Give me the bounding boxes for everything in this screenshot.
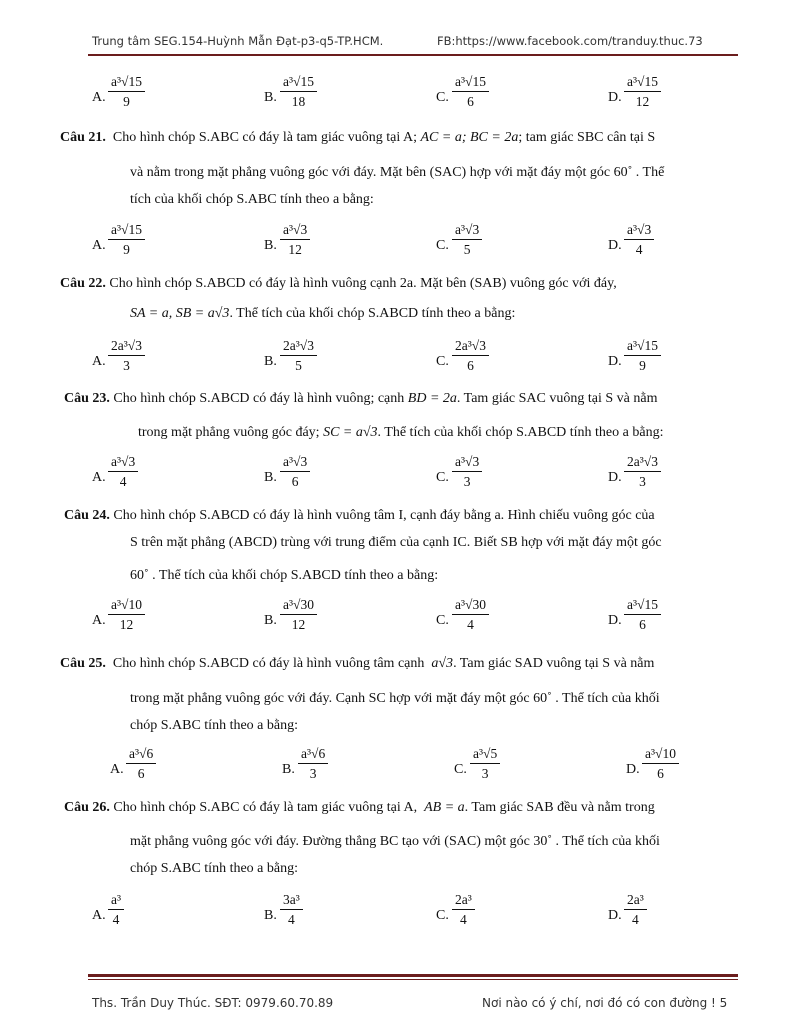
question-text: Cho hình chóp S.ABC có đáy là tam giác vuông tại A;: [112, 130, 417, 145]
option-label: D.: [608, 470, 622, 485]
option-label: C.: [436, 354, 449, 369]
fraction: [108, 74, 145, 110]
fraction-denominator: 12: [119, 617, 134, 632]
fraction: [280, 74, 317, 110]
footer-author: Ths. Trần Duy Thúc. SĐT: 0979.60.70.89: [92, 996, 334, 1010]
option-label: B.: [264, 908, 277, 923]
fraction-numerator: a³√10: [111, 597, 142, 612]
fraction-denominator: 5: [295, 358, 302, 373]
fraction: [280, 597, 317, 633]
question-text: Cho hình chóp S.ABCD có đáy là hình vuông tâm I, cạnh đáy bằng a. Hình chiếu vuông góc của: [113, 508, 655, 523]
fraction-bar: [642, 763, 679, 764]
fraction-bar: [298, 763, 328, 764]
fraction: [108, 222, 145, 258]
option-label: B.: [264, 90, 277, 105]
fraction-numerator: a³√15: [111, 222, 142, 237]
question-number: Câu 21.: [60, 130, 106, 145]
fraction: [108, 454, 138, 490]
question-24-line1: [64, 508, 655, 524]
fraction-bar: [108, 614, 145, 615]
fraction-numerator: a³√3: [283, 454, 308, 469]
fraction-denominator: 9: [123, 94, 130, 109]
question-text: . Thể tích của khối chóp S.ABCD tính theo a bằng:: [377, 425, 664, 440]
option-label: D.: [608, 354, 622, 369]
question-21-line1: [60, 130, 655, 146]
fraction: [624, 222, 654, 258]
option-label: C.: [454, 762, 467, 777]
option-label: D.: [626, 762, 640, 777]
fraction: [470, 746, 500, 782]
question-text: . Tam giác SAC vuông tại S và nằm: [456, 391, 658, 406]
question-26-line3: chóp S.ABC tính theo a bằng:: [130, 861, 298, 876]
fraction-bar: [452, 909, 475, 910]
fraction-numerator: 2a³√3: [627, 454, 658, 469]
question-24-line3: 60˚ . Thể tích của khối chóp S.ABCD tính theo a bằng:: [130, 568, 439, 583]
fraction-denominator: 18: [291, 94, 306, 109]
option-label: A.: [92, 613, 106, 628]
fraction-numerator: a³√15: [111, 74, 142, 89]
fraction-denominator: 4: [112, 912, 120, 927]
fraction-bar: [624, 471, 661, 472]
option-label: B.: [282, 762, 295, 777]
fraction-numerator: 2a³√3: [283, 338, 314, 353]
fraction: [452, 74, 489, 110]
question-text: . Tam giác SAD vuông tại S và nằm: [453, 656, 655, 671]
fraction-bar: [624, 91, 661, 92]
question-text: Cho hình chóp S.ABC có đáy là tam giác vuông tại A,: [113, 800, 418, 815]
question-23-line2: [138, 425, 663, 441]
question-number: Câu 23.: [64, 391, 110, 406]
option-label: D.: [608, 238, 622, 253]
math-expression: SA = a, SB = a√3: [130, 306, 230, 321]
question-26-line1: [64, 800, 655, 816]
option-label: A.: [110, 762, 124, 777]
fraction-numerator: a³: [111, 892, 122, 907]
option-label: A.: [92, 908, 106, 923]
option-label: B.: [264, 470, 277, 485]
fraction-bar: [624, 355, 661, 356]
option-label: A.: [92, 90, 106, 105]
fraction-bar: [280, 471, 310, 472]
option-label: D.: [608, 613, 622, 628]
fraction-numerator: a³√3: [111, 454, 136, 469]
question-number: Câu 25.: [60, 656, 106, 671]
fraction-numerator: a³√15: [627, 338, 658, 353]
question-text: . Thể tích của khối chóp S.ABCD tính theo a bằng:: [229, 306, 516, 321]
fraction-numerator: 3a³: [283, 892, 300, 907]
fraction: [280, 338, 317, 374]
option-label: C.: [436, 238, 449, 253]
math-expression: a√3: [431, 656, 454, 671]
fraction-bar: [452, 239, 482, 240]
fraction: [452, 597, 489, 633]
math-expression: BD = 2a: [407, 391, 457, 406]
fraction-denominator: 4: [288, 912, 295, 927]
fraction-denominator: 3: [309, 766, 317, 781]
question-number: Câu 26.: [64, 800, 110, 815]
fraction-bar: [452, 614, 489, 615]
fraction-denominator: 6: [137, 766, 145, 781]
fraction-denominator: 6: [467, 358, 474, 373]
fraction: [298, 746, 328, 782]
fraction: [108, 597, 145, 633]
fraction-bar: [624, 614, 661, 615]
fraction: [126, 746, 156, 782]
fraction-bar: [280, 614, 317, 615]
question-24-line2: S trên mặt phẳng (ABCD) trùng với trung điểm của cạnh IC. Biết SB hợp với mặt đáy một góc: [130, 535, 662, 550]
option-label: C.: [436, 470, 449, 485]
fraction: [624, 74, 661, 110]
question-26-line2: mặt phẳng vuông góc với đáy. Đường thẳng BC tạo với (SAC) một góc 30˚ . Thể tích của khối: [130, 834, 660, 849]
fraction-denominator: 12: [288, 242, 302, 257]
fraction-bar: [624, 909, 647, 910]
fraction-numerator: a³√30: [283, 597, 314, 612]
footer-rule-thick: [88, 974, 738, 977]
page-footer: [92, 996, 732, 1010]
option-label: B.: [264, 613, 277, 628]
fraction: [108, 892, 124, 928]
fraction-numerator: a³√15: [627, 74, 658, 89]
fraction-bar: [470, 763, 500, 764]
header-rule: [88, 54, 738, 56]
fraction: [624, 454, 661, 490]
question-text: Cho hình chóp S.ABCD có đáy là hình vuông cạnh 2a. Mặt bên (SAB) vuông góc với đáy,: [109, 276, 617, 291]
fraction-bar: [108, 471, 138, 472]
option-label: A.: [92, 354, 106, 369]
fraction: [452, 222, 482, 258]
fraction-denominator: 3: [463, 474, 471, 489]
fraction: [452, 338, 489, 374]
fraction: [108, 338, 145, 374]
header-center-name: Trung tâm SEG.154-Huỳnh Mẫn Đạt-p3-q5-TP.HCM.: [92, 34, 384, 48]
fraction-numerator: a³√3: [283, 222, 308, 237]
fraction-bar: [108, 91, 145, 92]
fraction-denominator: 4: [119, 474, 127, 489]
fraction-denominator: 6: [639, 617, 646, 632]
option-label: C.: [436, 613, 449, 628]
math-expression: AB = a: [424, 800, 465, 815]
fraction: [624, 892, 647, 928]
question-21-line2: và nằm trong mặt phẳng vuông góc với đáy. Mặt bên (SAC) hợp với mặt đáy một góc 60˚ . Thể: [130, 165, 665, 180]
fraction-bar: [452, 91, 489, 92]
fraction-bar: [624, 239, 654, 240]
question-text: ; tam giác SBC cân tại S: [518, 130, 656, 145]
fraction-bar: [452, 355, 489, 356]
fraction-numerator: 2a³: [627, 892, 644, 907]
fraction-bar: [126, 763, 156, 764]
footer-motto-page: Nơi nào có ý chí, nơi đó có con đường ! 5: [482, 996, 728, 1010]
fraction-bar: [280, 91, 317, 92]
option-label: A.: [92, 470, 106, 485]
fraction-denominator: 4: [632, 912, 639, 927]
math-expression: SC = a√3: [323, 425, 378, 440]
footer-rule-thin: [88, 979, 738, 980]
fraction-denominator: 3: [123, 358, 130, 373]
fraction-bar: [452, 471, 482, 472]
option-label: D.: [608, 90, 622, 105]
fraction: [280, 892, 303, 928]
fraction-numerator: a³√6: [129, 746, 154, 761]
fraction-denominator: 9: [639, 358, 646, 373]
question-text: . Tam giác SAB đều và nằm trong: [464, 800, 655, 815]
fraction-denominator: 4: [467, 617, 474, 632]
fraction-numerator: a³√5: [473, 746, 498, 761]
fraction-denominator: 4: [460, 912, 467, 927]
fraction-denominator: 12: [635, 94, 650, 109]
question-number: Câu 24.: [64, 508, 110, 523]
question-text: Cho hình chóp S.ABCD có đáy là hình vuông tâm cạnh: [112, 656, 425, 671]
fraction-bar: [280, 355, 317, 356]
fraction-numerator: a³√3: [627, 222, 652, 237]
fraction: [624, 338, 661, 374]
fraction: [642, 746, 679, 782]
fraction-denominator: 9: [123, 242, 130, 257]
option-label: A.: [92, 238, 106, 253]
fraction-numerator: 2a³√3: [455, 338, 486, 353]
fraction: [280, 454, 310, 490]
question-text: trong mặt phẳng vuông góc đáy;: [138, 425, 320, 440]
option-label: D.: [608, 908, 622, 923]
question-23-line1: [64, 391, 657, 407]
fraction-numerator: a³√3: [455, 222, 480, 237]
fraction-denominator: 5: [463, 242, 471, 257]
option-label: C.: [436, 90, 449, 105]
fraction-numerator: a³√10: [645, 746, 676, 761]
option-label: B.: [264, 238, 277, 253]
option-label: C.: [436, 908, 449, 923]
fraction-bar: [108, 355, 145, 356]
math-expression: AC = a; BC = 2a: [420, 130, 519, 145]
option-label: B.: [264, 354, 277, 369]
fraction-numerator: a³√30: [455, 597, 486, 612]
fraction-numerator: a³√15: [283, 74, 314, 89]
fraction-bar: [280, 909, 303, 910]
question-25-line3: chóp S.ABC tính theo a bằng:: [130, 718, 298, 733]
fraction-bar: [280, 239, 310, 240]
fraction-numerator: a³√15: [627, 597, 658, 612]
fraction-numerator: 2a³√3: [111, 338, 142, 353]
question-text: Cho hình chóp S.ABCD có đáy là hình vuông; cạnh: [113, 391, 405, 406]
question-22-line2: [130, 306, 515, 322]
fraction-numerator: a³√15: [455, 74, 486, 89]
fraction-numerator: a³√3: [455, 454, 480, 469]
question-number: Câu 22.: [60, 276, 106, 291]
fraction-numerator: a³√6: [301, 746, 326, 761]
fraction: [624, 597, 661, 633]
fraction-denominator: 3: [639, 474, 646, 489]
question-25-line1: [60, 656, 654, 672]
fraction-denominator: 12: [291, 617, 306, 632]
fraction: [280, 222, 310, 258]
fraction-denominator: 4: [635, 242, 643, 257]
question-21-line3: tích của khối chóp S.ABC tính theo a bằng:: [130, 192, 374, 207]
fraction-denominator: 6: [657, 766, 664, 781]
question-22-line1: [60, 276, 617, 292]
fraction-denominator: 6: [291, 474, 299, 489]
fraction-denominator: 3: [481, 766, 489, 781]
fraction-bar: [108, 239, 145, 240]
fraction-numerator: 2a³: [455, 892, 472, 907]
fraction: [452, 892, 475, 928]
fraction-denominator: 6: [467, 94, 474, 109]
header-facebook-link[interactable]: FB:https://www.facebook.com/tranduy.thuc.73: [437, 34, 703, 48]
question-25-line2: trong mặt phẳng vuông góc với đáy. Cạnh SC hợp với mặt đáy một góc 60˚ . Thể tích của khối: [130, 691, 660, 706]
fraction-bar: [108, 909, 124, 910]
fraction: [452, 454, 482, 490]
